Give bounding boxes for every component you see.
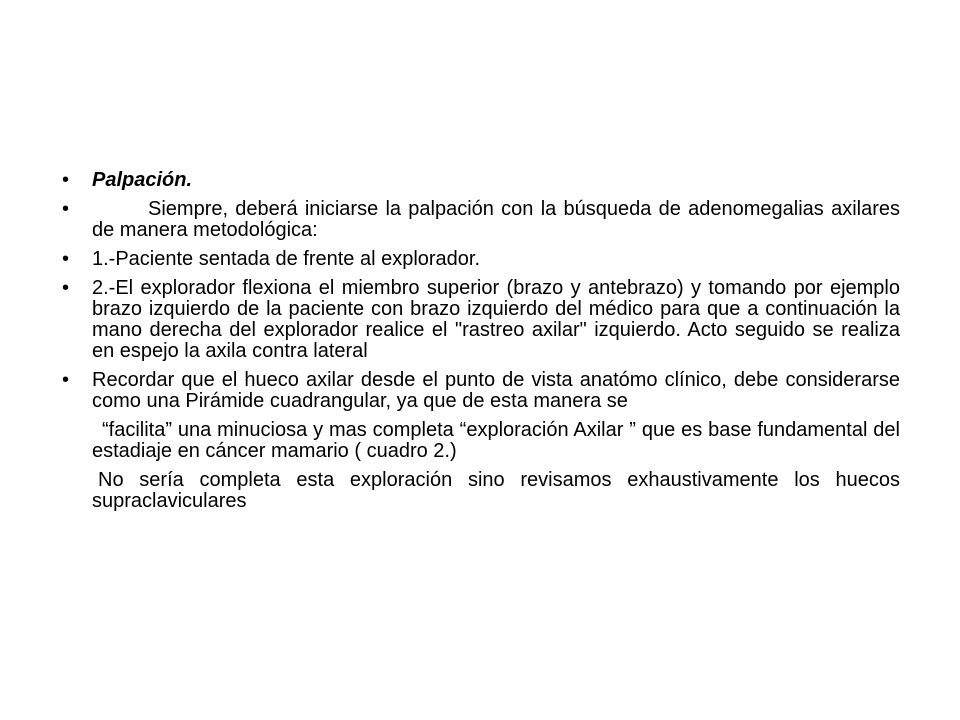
continuation-paragraph-no-seria	[62, 470, 900, 512]
bullet-icon: •	[62, 248, 70, 270]
bullet-list	[62, 170, 900, 520]
list-item-explorador-flexiona	[62, 278, 900, 362]
continuation-text: No sería completa esta exploración sino revisamos exhaustivamente los huecos supraclaviculares	[92, 469, 900, 512]
section-title: Palpación.	[92, 169, 193, 191]
bullet-icon: •	[62, 369, 70, 391]
list-item-text: Siempre, deberá iniciarse la palpación con la búsqueda de adenomegalias axilares de manera metodológica:	[92, 198, 900, 241]
list-item-text: 1.-Paciente sentada de frente al explorador.	[92, 248, 481, 270]
list-item-siempre	[62, 199, 900, 241]
list-item-recordar	[62, 370, 900, 412]
bullet-icon: •	[62, 169, 70, 191]
bullet-icon: •	[62, 277, 70, 299]
list-item-paciente-sentada	[62, 249, 900, 270]
continuation-text: “facilita” una minuciosa y mas completa “exploración Axilar ” que es base fundamental del estadiaje en cáncer mamario ( cuadro 2.)	[92, 419, 900, 462]
continuation-paragraph-facilita	[62, 420, 900, 462]
list-item-text: Recordar que el hueco axilar desde el punto de vista anatómo clínico, debe considerarse como una Pirámide cuadrangular, ya que de esta manera se	[92, 369, 900, 412]
bullet-icon: •	[62, 198, 70, 220]
list-item-palpacion	[62, 170, 900, 191]
list-item-text: 2.-El explorador flexiona el miembro superior (brazo y antebrazo) y tomando por ejemplo brazo izquierdo de la paciente con brazo izquierdo del médico para que a continuación la mano derecha del explorador realice el "rastreo axilar" izquierdo. Acto seguido se realiza en espejo la axila contra lateral	[92, 277, 900, 362]
